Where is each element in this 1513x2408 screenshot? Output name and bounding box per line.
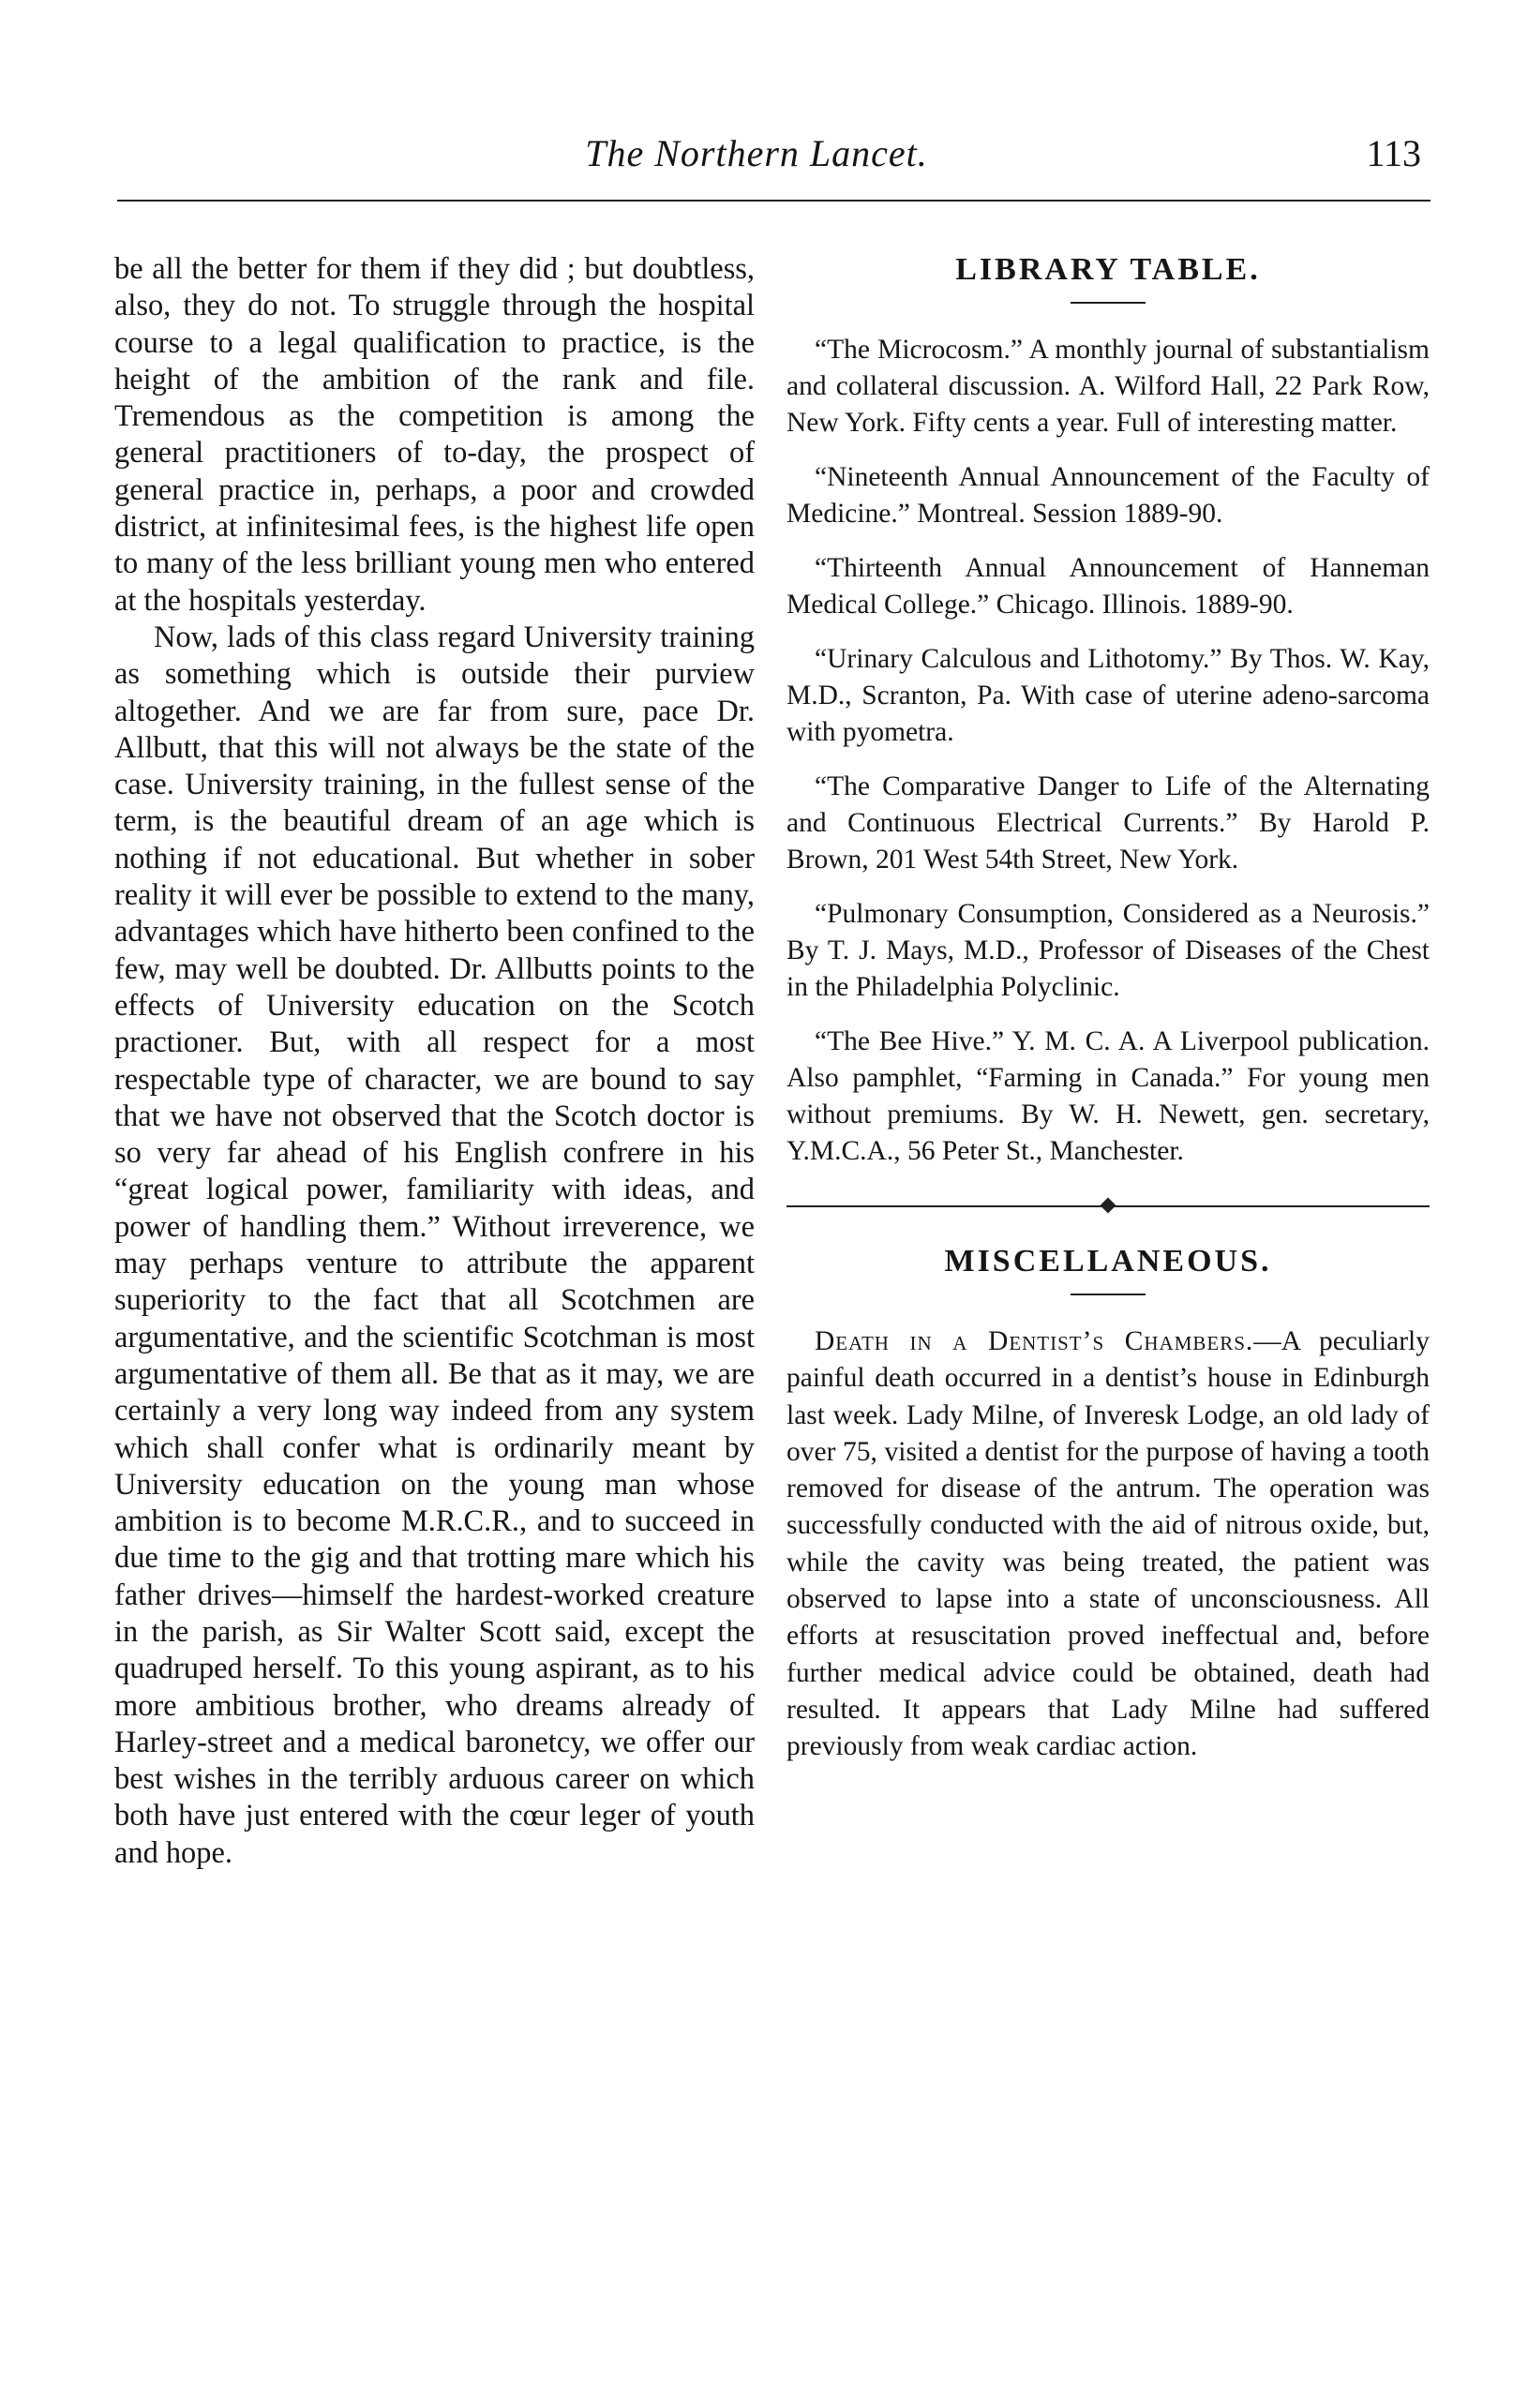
library-entry: “The Comparative Danger to Life of the Alternating and Continuous Electrical Currents.” By Harold P. Brown, 201 West 54th Street, New York. bbox=[786, 771, 1430, 875]
page-header bbox=[0, 131, 1513, 187]
header-rule bbox=[117, 200, 1431, 202]
library-entry: “The Bee Hive.” Y. M. C. A. A Liverpool publication. Also pamphlet, “Farming in Canada.” For young men without premiums. By W. H. Newett, gen. secretary, Y.M.C.A., 56 Peter St., Manchester. bbox=[786, 1026, 1430, 1166]
miscellaneous-section bbox=[786, 1243, 1430, 1766]
left-column bbox=[114, 251, 755, 1872]
diamond-ornament-icon bbox=[1101, 1198, 1116, 1214]
ornamental-divider bbox=[786, 1198, 1430, 1215]
library-entry: “Pulmonary Consumption, Considered as a Neurosis.” By T. J. Mays, M.D., Professor of Diseases of the Chest in the Philadelphia Polyclinic. bbox=[786, 899, 1430, 1002]
page-number: 113 bbox=[1366, 132, 1421, 174]
right-column bbox=[786, 251, 1430, 1766]
news-item bbox=[786, 1324, 1430, 1766]
library-entry: “Nineteenth Annual Announcement of the Faculty of Medicine.” Montreal. Session 1889-90. bbox=[786, 462, 1430, 529]
library-entry: “Urinary Calculous and Lithotomy.” By Thos. W. Kay, M.D., Scranton, Pa. With case of uterine adeno-sarcoma with pyometra. bbox=[786, 644, 1430, 747]
news-item-title: Death in a Dentist’s Chambers. bbox=[815, 1326, 1254, 1356]
body-paragraph: be all the better for them if they did ; but doubtless, also, they do not. To struggle through the hospital course to a legal qualification to practice, is the height of the ambition of the rank and file. Tremendous as the competition is among the general practitioners of to-day, the prospect of general practice in, perhaps, a poor and crowded district, at infinitesimal fees, is the highest life open to many of the less brilliant young men who entered at the hospitals yesterday. bbox=[114, 252, 755, 618]
running-title: The Northern Lancet. bbox=[585, 132, 928, 174]
news-item-body: —A peculiarly painful death occurred in a dentist’s house in Edinburgh last week. Lady Milne, of Inveresk Lodge, an old lady of over 75, visited a dentist for the purpose of having a tooth removed for disease of the antrum. The operation was successfully conducted with the aid of nitrous oxide, but, while the cavity was being treated, the patient was observed to lapse into a state of unconsciousness. All efforts at resuscitation proved ineffectual and, before further medical advice could be obtained, death had resulted. It appears that Lady Milne had suffered previously from weak cardiac action. bbox=[786, 1326, 1430, 1762]
library-table-section bbox=[786, 251, 1430, 1170]
library-entry: “The Microcosm.” A monthly journal of substantialism and collateral discussion. A. Wilford Hall, 22 Park Row, New York. Fifty cents a year. Full of interesting matter. bbox=[786, 335, 1430, 438]
body-paragraph: Now, lads of this class regard University training as something which is outside their purview altogether. And we are far from sure, pace Dr. Allbutt, that this will not always be the state of the case. University training, in the fullest sense of the term, is the beautiful dream of an age which is nothing if not educational. But whether in sober reality it will ever be possible to extend to the many, advantages which have hitherto been confined to the few, may well be doubted. Dr. Allbutts points to the effects of University education on the Scotch practioner. But, with all respect for a most respectable type of character, we are bound to say that we have not observed that the Scotch doctor is so very far ahead of his English confrere in his “great logical power, familiarity with ideas, and power of handling them.” Without irreverence, we may perhaps venture to attribute the apparent superiority to the fact that all Scotchmen are argumentative, and the scientific Scotchman is most argumentative of them all. Be that as it may, we are certainly a very long way indeed from any system which shall confer what is ordinarily meant by University education on the young man whose ambition is to become M.R.C.R., and to succeed in due time to the gig and that trotting mare which his father drives—himself the hardest-worked creature in the parish, as Sir Walter Scott said, except the quadruped herself. To this young aspirant, as to his more ambitious brother, who dreams already of Harley-street and a medical baronetcy, we offer our best wishes in the terribly arduous career on which both have just entered with the cœur leger of youth and hope. bbox=[114, 620, 755, 1870]
section-heading-miscellaneous: MISCELLANEOUS. bbox=[944, 1244, 1272, 1279]
library-entry: “Thirteenth Annual Announcement of Hanneman Medical College.” Chicago. Illinois. 1889-90. bbox=[786, 553, 1430, 620]
section-heading-library-table: LIBRARY TABLE. bbox=[955, 252, 1261, 287]
